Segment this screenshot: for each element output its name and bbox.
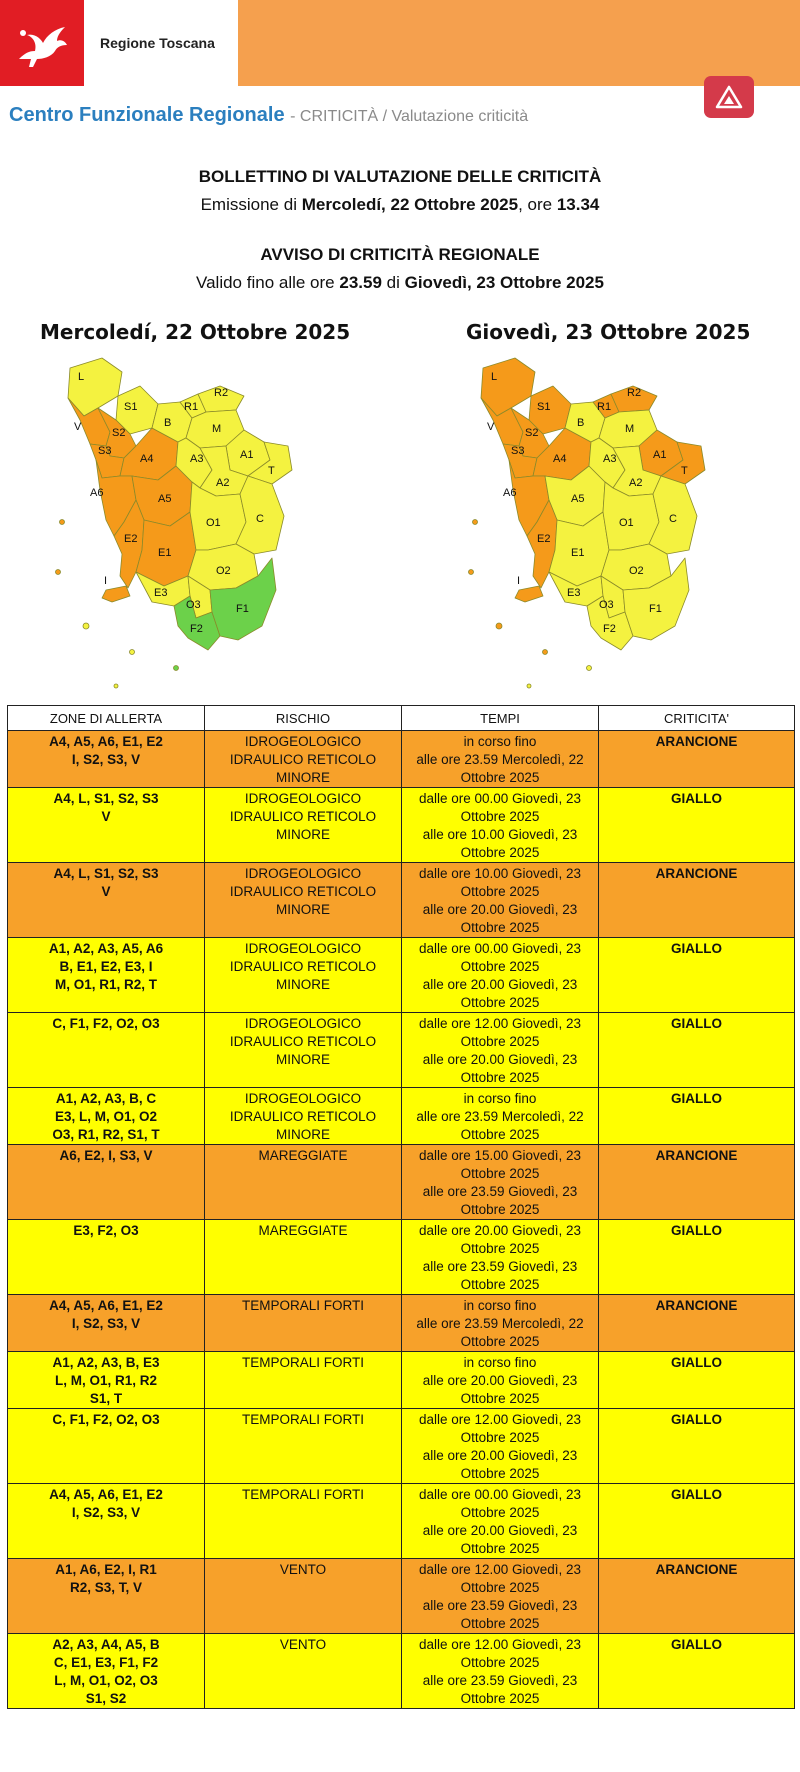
zone-label-s1: S1	[537, 401, 551, 413]
zone-label-a2: A2	[216, 477, 230, 489]
alert-button[interactable]	[704, 76, 754, 118]
table-row	[8, 1484, 795, 1559]
cell-zones: E3, F2, O3	[8, 1220, 205, 1295]
zone-label-e3: E3	[567, 587, 581, 599]
cell-zones: A1, A6, E2, I, R1 R2, S3, T, V	[8, 1559, 205, 1634]
cell-risk: TEMPORALI FORTI	[205, 1484, 402, 1559]
zone-label-a3: A3	[190, 453, 204, 465]
cell-times: in corso fino alle ore 23.59 Mercoledì, 22 Ottobre 2025	[402, 1088, 599, 1145]
cell-times: dalle ore 00.00 Giovedì, 23 Ottobre 2025 alle ore 20.00 Giovedì, 23 Ottobre 2025	[402, 938, 599, 1013]
zone-label-e3: E3	[154, 587, 168, 599]
cell-risk: IDROGEOLOGICO IDRAULICO RETICOLO MINORE	[205, 788, 402, 863]
table-row	[8, 1088, 795, 1145]
zone-label-a4: A4	[140, 453, 154, 465]
cell-times: dalle ore 12.00 Giovedì, 23 Ottobre 2025 alle ore 20.00 Giovedì, 23 Ottobre 2025	[402, 1409, 599, 1484]
zone-label-o2: O2	[629, 565, 644, 577]
zone-label-a2: A2	[629, 477, 643, 489]
zone-label-s2: S2	[525, 427, 539, 439]
zone-label-m: M	[625, 423, 635, 435]
cell-times: dalle ore 15.00 Giovedì, 23 Ottobre 2025 alle ore 23.59 Giovedì, 23 Ottobre 2025	[402, 1145, 599, 1220]
zone-label-r1: R1	[597, 401, 612, 413]
cell-criticality: ARANCIONE	[599, 1295, 795, 1352]
cell-risk: TEMPORALI FORTI	[205, 1295, 402, 1352]
table-row	[8, 731, 795, 788]
table-row	[8, 1559, 795, 1634]
zone-label-a5: A5	[571, 493, 585, 505]
zone-label-t: T	[681, 465, 688, 477]
zone-label-a4: A4	[553, 453, 567, 465]
header-risk: RISCHIO	[205, 706, 402, 731]
brand-block[interactable]	[0, 0, 238, 86]
cell-criticality: ARANCIONE	[599, 863, 795, 938]
cell-risk: TEMPORALI FORTI	[205, 1409, 402, 1484]
zone-label-a6: A6	[90, 487, 104, 499]
cell-criticality: GIALLO	[599, 1220, 795, 1295]
zone-label-t: T	[268, 465, 275, 477]
avviso-title: AVVISO DI CRITICITÀ REGIONALE	[260, 245, 540, 264]
zone-label-e1: E1	[571, 547, 585, 559]
map-left-title: Mercoledí, 22 Ottobre 2025	[40, 320, 351, 344]
cell-risk: MAREGGIATE	[205, 1220, 402, 1295]
breadcrumb	[9, 104, 528, 127]
cell-criticality: GIALLO	[599, 1484, 795, 1559]
cell-times: dalle ore 20.00 Giovedì, 23 Ottobre 2025 alle ore 23.59 Giovedì, 23 Ottobre 2025	[402, 1220, 599, 1295]
pegasus-logo-icon	[0, 0, 84, 86]
zone-label-e2: E2	[124, 533, 138, 545]
zone-label-i: I	[104, 575, 108, 587]
table-row	[8, 1295, 795, 1352]
zone-label-o1: O1	[619, 517, 634, 529]
zone-label-c: C	[256, 513, 264, 525]
cell-zones: C, F1, F2, O2, O3	[8, 1409, 205, 1484]
table-row	[8, 1352, 795, 1409]
zone-label-v: V	[487, 421, 495, 433]
cell-criticality: ARANCIONE	[599, 1145, 795, 1220]
cell-times: dalle ore 12.00 Giovedì, 23 Ottobre 2025 alle ore 23.59 Giovedì, 23 Ottobre 2025	[402, 1634, 599, 1709]
cell-risk: IDROGEOLOGICO IDRAULICO RETICOLO MINORE	[205, 938, 402, 1013]
emission-line: Emissione di Mercoledí, 22 Ottobre 2025, ore 13.34	[200, 195, 600, 214]
zone-label-o1: O1	[206, 517, 221, 529]
cell-zones: A4, A5, A6, E1, E2 I, S2, S3, V	[8, 1295, 205, 1352]
zone-label-f1: F1	[236, 603, 249, 615]
criticality-table	[7, 705, 795, 1709]
cell-times: dalle ore 00.00 Giovedì, 23 Ottobre 2025 alle ore 10.00 Giovedì, 23 Ottobre 2025	[402, 788, 599, 863]
warning-triangle-icon	[715, 85, 743, 109]
table-row	[8, 1145, 795, 1220]
zone-label-c: C	[669, 513, 677, 525]
cell-risk: IDROGEOLOGICO IDRAULICO RETICOLO MINORE	[205, 1013, 402, 1088]
cell-risk: VENTO	[205, 1559, 402, 1634]
cell-criticality: GIALLO	[599, 1088, 795, 1145]
cell-criticality: ARANCIONE	[599, 1559, 795, 1634]
table-row	[8, 788, 795, 863]
map-giovedi	[453, 350, 793, 696]
zone-label-s3: S3	[98, 445, 112, 457]
cell-zones: A4, A5, A6, E1, E2 I, S2, S3, V	[8, 731, 205, 788]
zone-label-b: B	[577, 417, 585, 429]
zone-label-o3: O3	[599, 599, 614, 611]
zone-label-i: I	[517, 575, 521, 587]
zone-label-f1: F1	[649, 603, 662, 615]
zone-label-l: L	[491, 371, 498, 383]
cell-times: in corso fino alle ore 23.59 Mercoledì, 22 Ottobre 2025	[402, 731, 599, 788]
zone-label-s3: S3	[511, 445, 525, 457]
header-times: TEMPI	[402, 706, 599, 731]
zone-label-o2: O2	[216, 565, 231, 577]
cell-criticality: GIALLO	[599, 1352, 795, 1409]
cell-criticality: GIALLO	[599, 1013, 795, 1088]
zone-label-r2: R2	[214, 387, 229, 399]
zone-label-o3: O3	[186, 599, 201, 611]
cell-zones: A4, A5, A6, E1, E2 I, S2, S3, V	[8, 1484, 205, 1559]
cell-criticality: GIALLO	[599, 1634, 795, 1709]
table-row	[8, 863, 795, 938]
cell-zones: A1, A2, A3, B, C E3, L, M, O1, O2 O3, R1, R2, S1, T	[8, 1088, 205, 1145]
breadcrumb-path: - CRITICITÀ / Valutazione criticità	[290, 108, 529, 125]
zone-label-v: V	[74, 421, 82, 433]
cell-zones: A4, L, S1, S2, S3 V	[8, 863, 205, 938]
cell-criticality: GIALLO	[599, 1409, 795, 1484]
cell-risk: IDROGEOLOGICO IDRAULICO RETICOLO MINORE	[205, 1088, 402, 1145]
table-row	[8, 1013, 795, 1088]
zone-label-b: B	[164, 417, 172, 429]
cell-times: dalle ore 12.00 Giovedì, 23 Ottobre 2025 alle ore 23.59 Giovedì, 23 Ottobre 2025	[402, 1559, 599, 1634]
cell-criticality: GIALLO	[599, 788, 795, 863]
cell-times: in corso fino alle ore 23.59 Mercoledì, 22 Ottobre 2025	[402, 1295, 599, 1352]
cell-zones: A2, A3, A4, A5, B C, E1, E3, F1, F2 L, M, O1, O2, O3 S1, S2	[8, 1634, 205, 1709]
cell-zones: A6, E2, I, S3, V	[8, 1145, 205, 1220]
zone-label-s1: S1	[124, 401, 138, 413]
cell-risk: TEMPORALI FORTI	[205, 1352, 402, 1409]
cell-zones: A1, A2, A3, A5, A6 B, E1, E2, E3, I M, O1, R1, R2, T	[8, 938, 205, 1013]
zone-label-r1: R1	[184, 401, 199, 413]
zone-label-s2: S2	[112, 427, 126, 439]
header-zone: ZONE DI ALLERTA	[8, 706, 205, 731]
cell-times: dalle ore 00.00 Giovedì, 23 Ottobre 2025 alle ore 20.00 Giovedì, 23 Ottobre 2025	[402, 1484, 599, 1559]
cell-zones: C, F1, F2, O2, O3	[8, 1013, 205, 1088]
map-right-title: Giovedì, 23 Ottobre 2025	[466, 320, 751, 344]
brand-name: Regione Toscana	[100, 35, 215, 51]
table-header-row	[8, 706, 795, 731]
cell-risk: VENTO	[205, 1634, 402, 1709]
zone-label-e1: E1	[158, 547, 172, 559]
zone-i	[102, 586, 130, 602]
zone-label-a3: A3	[603, 453, 617, 465]
zone-label-m: M	[212, 423, 222, 435]
cell-criticality: ARANCIONE	[599, 731, 795, 788]
cell-times: dalle ore 12.00 Giovedì, 23 Ottobre 2025 alle ore 20.00 Giovedì, 23 Ottobre 2025	[402, 1013, 599, 1088]
zone-label-a6: A6	[503, 487, 517, 499]
zone-label-a1: A1	[240, 449, 254, 461]
cell-times: in corso fino alle ore 20.00 Giovedì, 23 Ottobre 2025	[402, 1352, 599, 1409]
cell-risk: IDROGEOLOGICO IDRAULICO RETICOLO MINORE	[205, 731, 402, 788]
table-row	[8, 1220, 795, 1295]
zone-label-l: L	[78, 371, 85, 383]
zone-label-r2: R2	[627, 387, 642, 399]
zone-label-f2: F2	[603, 623, 616, 635]
valid-line: Valido fino alle ore 23.59 di Giovedì, 23 Ottobre 2025	[196, 273, 604, 292]
zone-label-a5: A5	[158, 493, 172, 505]
zone-label-a1: A1	[653, 449, 667, 461]
cell-risk: IDROGEOLOGICO IDRAULICO RETICOLO MINORE	[205, 863, 402, 938]
cell-zones: A1, A2, A3, B, E3 L, M, O1, R1, R2 S1, T	[8, 1352, 205, 1409]
table-row	[8, 1409, 795, 1484]
map-mercoledi	[40, 350, 380, 696]
cell-zones: A4, L, S1, S2, S3 V	[8, 788, 205, 863]
cell-criticality: GIALLO	[599, 938, 795, 1013]
cell-risk: MAREGGIATE	[205, 1145, 402, 1220]
bulletin-title: BOLLETTINO DI VALUTAZIONE DELLE CRITICITÀ	[198, 167, 602, 186]
cell-times: dalle ore 10.00 Giovedì, 23 Ottobre 2025 alle ore 20.00 Giovedì, 23 Ottobre 2025	[402, 863, 599, 938]
table-row	[8, 1634, 795, 1709]
site-name-link[interactable]: Centro Funzionale Regionale	[9, 104, 285, 126]
zone-i	[515, 586, 543, 602]
table-row	[8, 938, 795, 1013]
zone-label-f2: F2	[190, 623, 203, 635]
zone-label-e2: E2	[537, 533, 551, 545]
header-criticality: CRITICITA'	[599, 706, 795, 731]
